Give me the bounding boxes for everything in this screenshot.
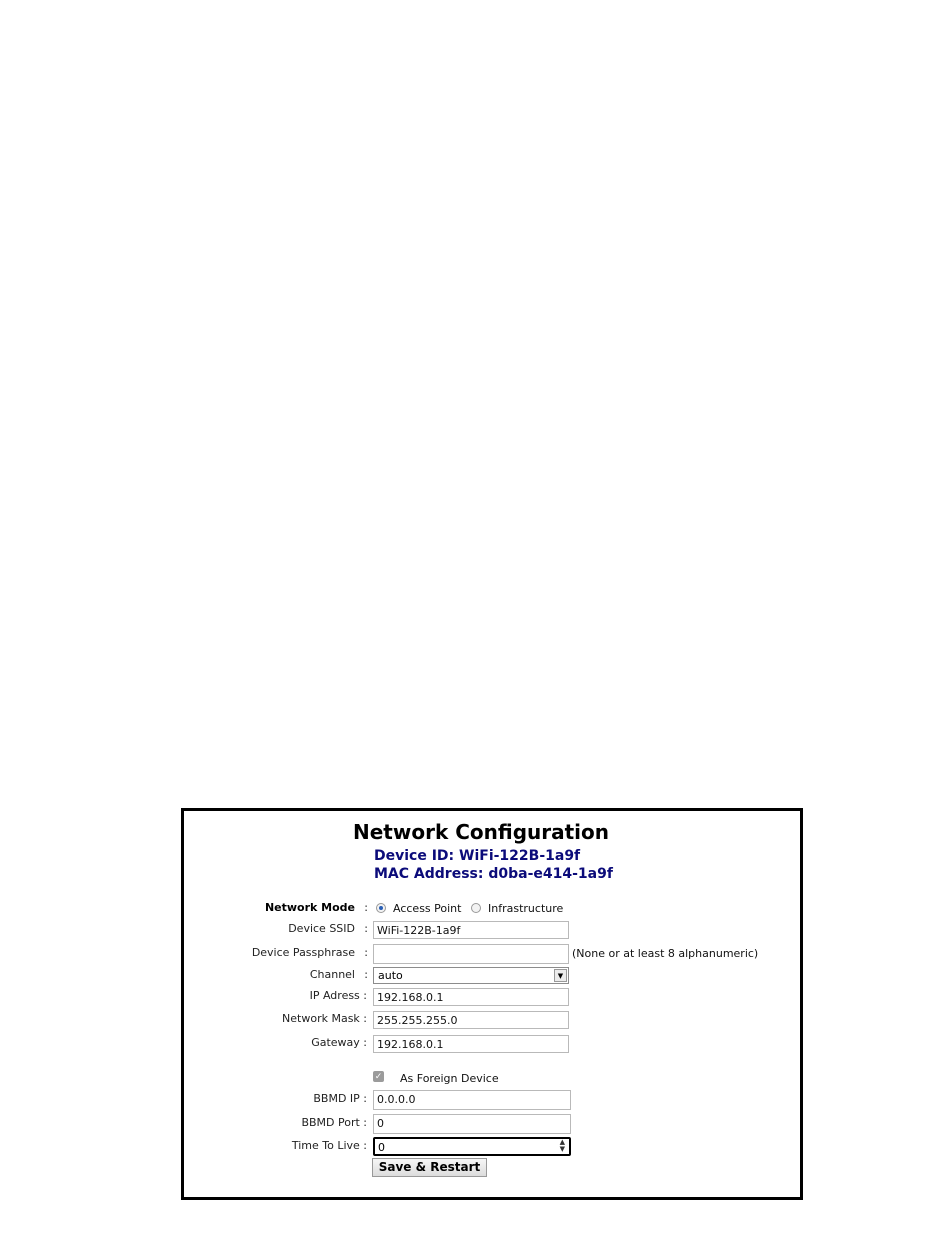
network-mode-colon: : [364,901,368,914]
access-point-label: Access Point [393,902,462,915]
gateway-input[interactable]: 192.168.0.1 [373,1035,569,1053]
ssid-label: Device SSID [288,922,355,935]
access-point-radio[interactable] [376,903,386,913]
ssid-input[interactable]: WiFi-122B-1a9f [373,921,569,939]
device-id: Device ID: WiFi-122B-1a9f [374,848,581,864]
ip-label: IP Adress : [309,989,367,1002]
infrastructure-radio[interactable] [471,903,481,913]
spinner-arrows-icon[interactable]: ▲ ▼ [559,1138,565,1153]
ttl-value: 0 [378,1141,385,1154]
ssid-colon: : [364,922,368,935]
page-title: Network Configuration [353,820,609,844]
network-mode-label: Network Mode [264,901,355,914]
channel-colon: : [364,968,368,981]
chevron-down-icon[interactable]: ▼ [554,969,567,982]
ip-input[interactable]: 192.168.0.1 [373,988,569,1006]
save-restart-button[interactable]: Save & Restart [372,1158,487,1177]
mask-input[interactable]: 255.255.255.0 [373,1011,569,1029]
bbmd-ip-input[interactable]: 0.0.0.0 [373,1090,571,1110]
mask-label: Network Mask : [282,1012,367,1025]
bbmd-port-label: BBMD Port : [301,1116,367,1129]
foreign-device-label: As Foreign Device [400,1072,499,1085]
channel-select[interactable] [373,967,569,984]
ttl-spinner[interactable] [373,1137,571,1156]
passphrase-input[interactable] [373,944,569,964]
gateway-label: Gateway : [311,1036,367,1049]
passphrase-label: Device Passphrase [251,946,355,959]
passphrase-hint: (None or at least 8 alphanumeric) [572,947,759,960]
bbmd-ip-label: BBMD IP : [313,1092,367,1105]
bbmd-port-input[interactable]: 0 [373,1114,571,1134]
ttl-label: Time To Live : [291,1139,367,1152]
passphrase-colon: : [364,946,368,959]
channel-label: Channel [309,968,355,981]
channel-value: auto [378,969,403,982]
infrastructure-label: Infrastructure [488,902,564,915]
mac-address: MAC Address: d0ba-e414-1a9f [374,866,613,882]
foreign-device-checkbox[interactable]: ✓ [374,1071,383,1081]
